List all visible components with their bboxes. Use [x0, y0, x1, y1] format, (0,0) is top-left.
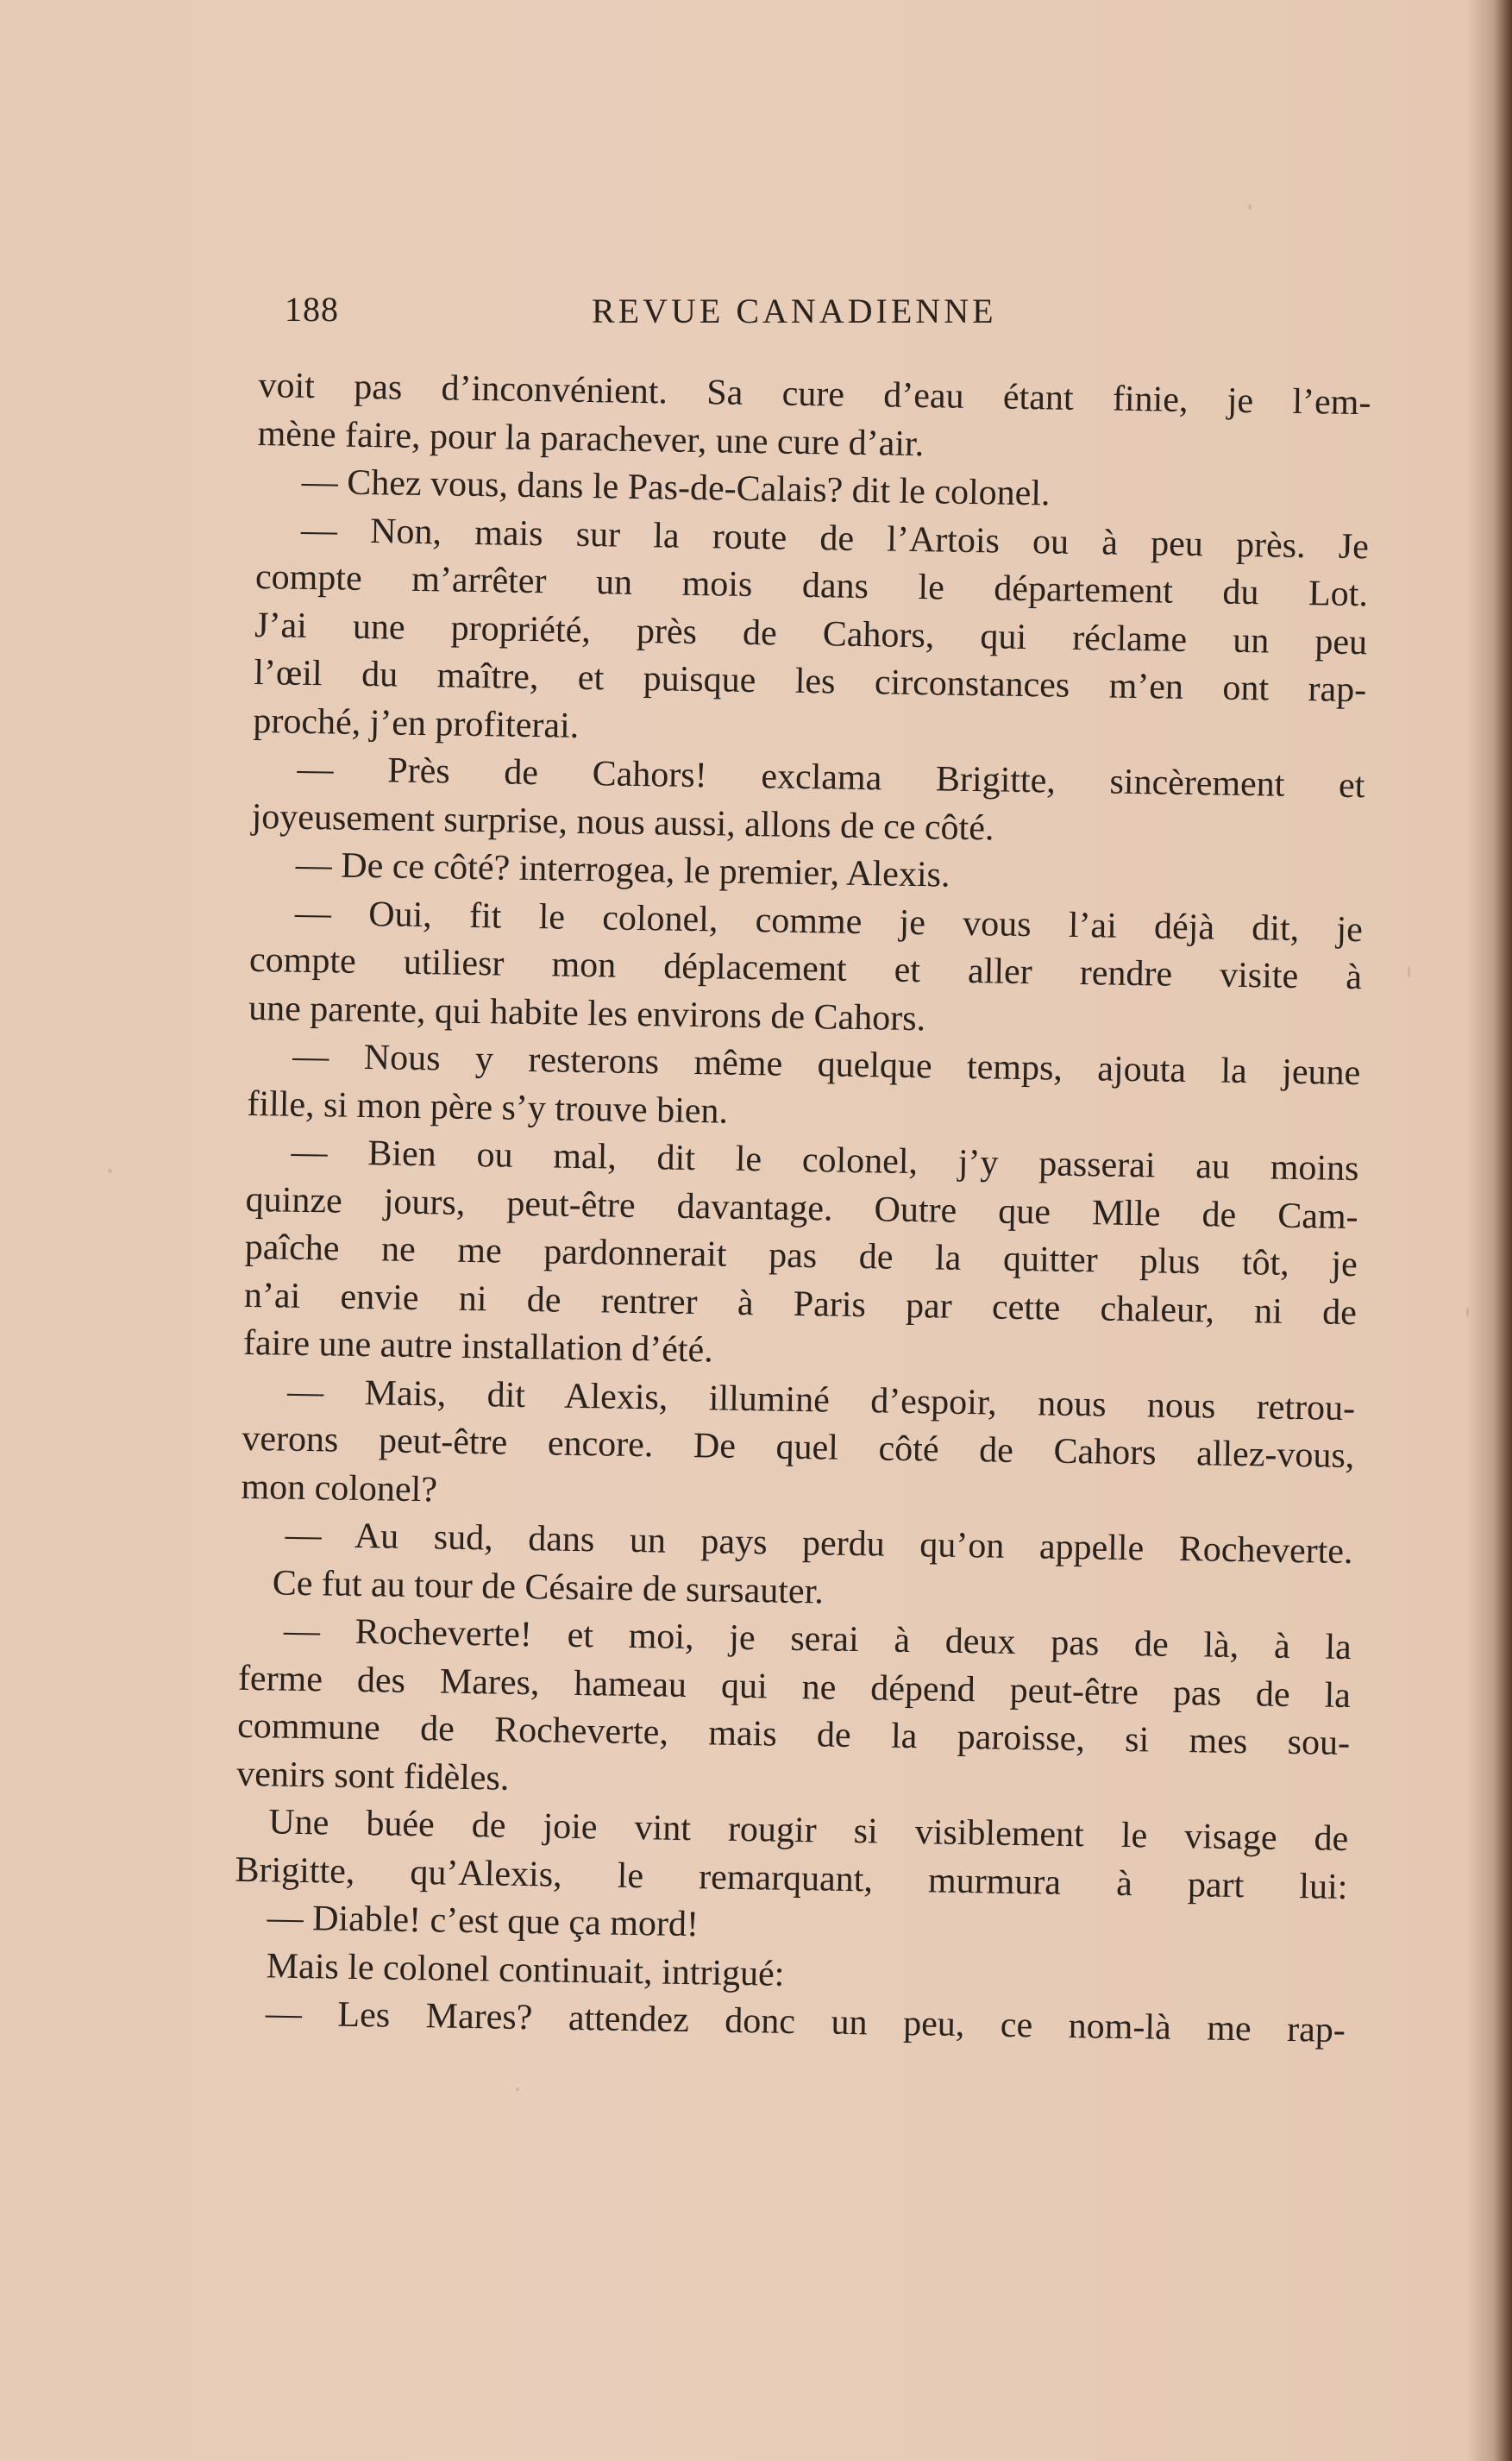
text-line: mène faire, pour la parachever, une cure d’air.: [257, 413, 925, 464]
text-line: — Rocheverte! et moi, je serai à deux pas de là, à la: [283, 1610, 1352, 1668]
text-line: J’ai une propriété, près de Cahors, qui réclame un peu: [254, 605, 1368, 662]
text-line: — De ce côté? interrogea, le premier, Alexis.: [295, 844, 950, 895]
text-line: Brigitte, qu’Alexis, le remarquant, murmura à part lui:: [235, 1849, 1348, 1907]
text-line: commune de Rocheverte, mais de la paroisse, si mes sou-: [236, 1705, 1351, 1764]
text-line: — Près de Cahors! exclama Brigitte, sincèrement et: [297, 749, 1365, 807]
text-line: joyeusement surprise, nous aussi, allons de ce côté.: [251, 796, 994, 848]
text-line: verons peut-être encore. De quel côté de Cahors allez-vous,: [242, 1418, 1355, 1477]
page-edge-shadow: [1466, 0, 1512, 2461]
journal-title: REVUE CANADIENNE: [592, 292, 997, 330]
text-line: — Mais, dit Alexis, illuminé d’espoir, nous nous retrou-: [286, 1372, 1356, 1428]
text-line: — Diable! c’est que ça mord!: [267, 1898, 700, 1945]
text-line: fille, si mon père s’y trouve bien.: [247, 1083, 729, 1132]
text-line: venirs sont fidèles.: [235, 1754, 510, 1799]
text-line: — Non, mais sur la route de l’Artois ou à peu près. Je: [300, 510, 1370, 567]
body-text: [232, 362, 1371, 2056]
text-line: mon colonel?: [241, 1466, 438, 1510]
text-line: voit pas d’inconvénient. Sa cure d’eau étant finie, je l’em-: [258, 365, 1371, 424]
text-line: une parente, qui habite les environs de Cahors.: [248, 988, 926, 1039]
page-number: 188: [285, 290, 339, 329]
text-line: Une buée de joie vint rougir si visiblement le visage de: [268, 1802, 1349, 1860]
text-line: compte utiliesr mon déplacement et aller rendre visite à: [248, 939, 1363, 998]
text-line: proché, j’en profiterai.: [253, 700, 580, 746]
text-line: compte m’arrêter un mois dans le département du Lot.: [254, 556, 1369, 615]
text-line: paîche ne me pardonnerait pas de la quitter plus tôt, je: [244, 1227, 1358, 1285]
text-line: Ce fut au tour de Césaire de sursauter.: [272, 1562, 825, 1611]
text-line: — Oui, fit le colonel, comme je vous l’ai déjà dit, je: [294, 893, 1364, 950]
text-line: — Chez vous, dans le Pas-de-Calais? dit le colonel.: [301, 461, 1051, 514]
text-line: quinze jours, peut-être davantage. Outre que Mlle de Cam-: [245, 1179, 1358, 1237]
text-line: l’œil du maître, et puisque les circonstances m’en ont rap-: [253, 652, 1367, 711]
running-head: [285, 289, 1078, 341]
text-line: ferme des Mares, hameau qui ne dépend peut-être pas de la: [237, 1658, 1352, 1716]
text-line: — Nous y resterons même quelque temps, ajouta la jeune: [292, 1036, 1361, 1094]
text-line: faire une autre installation d’été.: [242, 1322, 714, 1371]
text-line: n’ai envie ni de rentrer à Paris par cette chaleur, ni de: [243, 1275, 1358, 1333]
text-line: — Bien ou mal, dit le colonel, j’y passerai au moins: [291, 1132, 1359, 1190]
text-line: — Au sud, dans un pays perdu qu’on appelle Rocheverte.: [285, 1515, 1353, 1573]
text-line: — Les Mares? attendez donc un peu, ce nom-là me rap-: [265, 1993, 1346, 2051]
text-line: Mais le colonel continuait, intrigué:: [266, 1945, 785, 1994]
